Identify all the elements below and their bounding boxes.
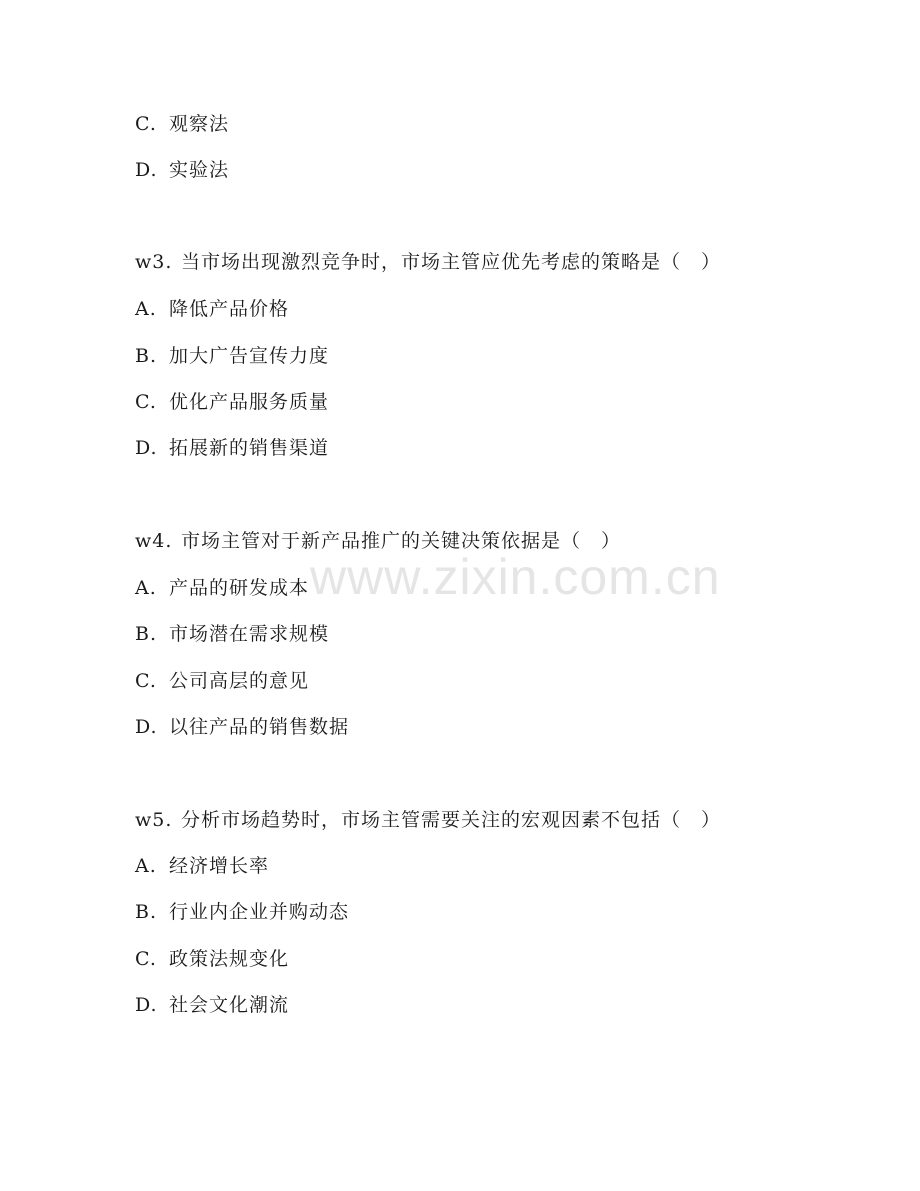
option-b xyxy=(135,344,329,368)
option-text: 公司高层的意见 xyxy=(169,670,310,692)
option-a xyxy=(135,854,269,878)
option-letter: C. xyxy=(135,391,157,413)
option-d xyxy=(135,158,229,182)
question-text: 分析市场趋势时，市场主管需要关注的宏观因素不包括（ ） xyxy=(181,809,722,831)
option-text: 降低产品价格 xyxy=(169,298,290,320)
question-w5 xyxy=(135,808,721,832)
question-number: w4. xyxy=(135,530,173,552)
option-a xyxy=(135,297,289,321)
question-number: w5. xyxy=(135,809,173,831)
option-text: 加大广告宣传力度 xyxy=(169,345,330,367)
option-text: 经济增长率 xyxy=(169,855,270,877)
option-letter: D. xyxy=(135,716,158,738)
option-text: 以往产品的销售数据 xyxy=(169,716,350,738)
option-letter: B. xyxy=(135,901,158,923)
option-d xyxy=(135,436,329,460)
option-letter: D. xyxy=(135,159,158,181)
option-c xyxy=(135,390,329,414)
watermark: www.zixin.com.cn xyxy=(310,549,721,605)
option-d xyxy=(135,715,349,739)
option-d xyxy=(135,993,289,1017)
option-letter: B. xyxy=(135,623,158,645)
option-letter: C. xyxy=(135,948,157,970)
option-c xyxy=(135,947,289,971)
option-text: 实验法 xyxy=(169,159,230,181)
option-letter: A. xyxy=(135,298,157,320)
option-letter: D. xyxy=(135,437,158,459)
option-c xyxy=(135,112,229,136)
option-letter: D. xyxy=(135,994,158,1016)
question-text: 市场主管对于新产品推广的关键决策依据是（ ） xyxy=(181,530,622,552)
option-text: 产品的研发成本 xyxy=(169,577,310,599)
option-letter: A. xyxy=(135,577,157,599)
option-text: 拓展新的销售渠道 xyxy=(169,437,330,459)
option-b xyxy=(135,900,349,924)
option-text: 市场潜在需求规模 xyxy=(169,623,330,645)
option-text: 行业内企业并购动态 xyxy=(169,901,350,923)
option-letter: A. xyxy=(135,855,157,877)
option-text: 观察法 xyxy=(169,113,230,135)
option-letter: B. xyxy=(135,345,158,367)
option-a xyxy=(135,576,309,600)
option-text: 优化产品服务质量 xyxy=(169,391,330,413)
option-text: 社会文化潮流 xyxy=(169,994,290,1016)
question-text: 当市场出现激烈竞争时，市场主管应优先考虑的策略是（ ） xyxy=(181,251,722,273)
option-letter: C. xyxy=(135,670,157,692)
option-b xyxy=(135,622,329,646)
option-letter: C. xyxy=(135,113,157,135)
option-c xyxy=(135,669,309,693)
question-number: w3. xyxy=(135,251,173,273)
question-w3 xyxy=(135,250,721,274)
option-text: 政策法规变化 xyxy=(169,948,290,970)
